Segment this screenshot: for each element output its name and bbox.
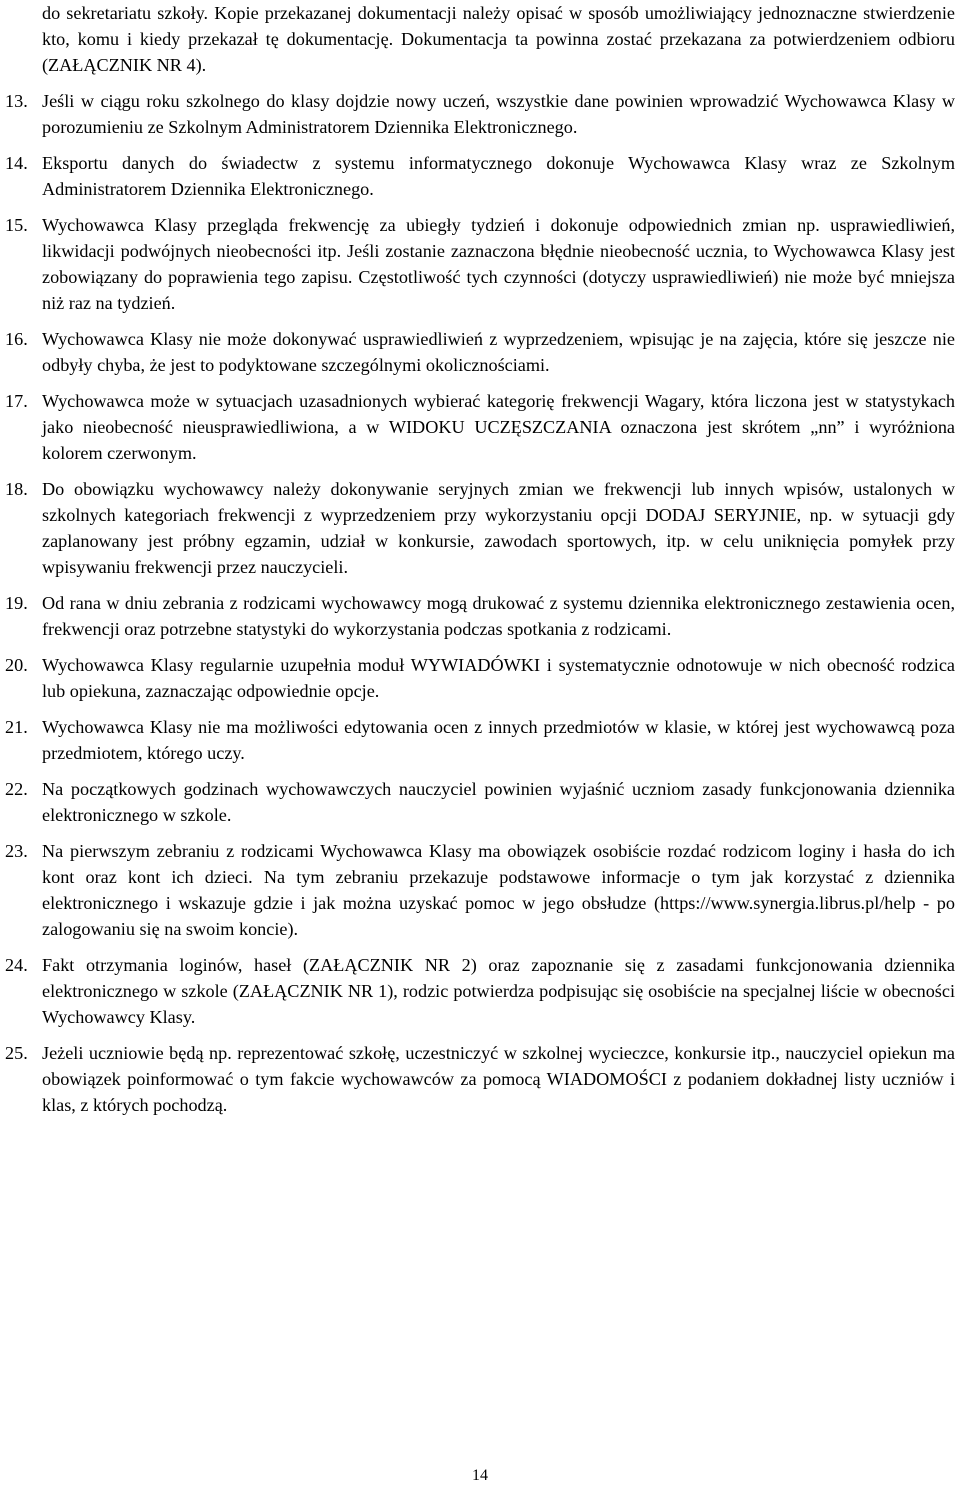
list-item-22 [5,776,955,828]
item-text: Eksportu danych do świadectw z systemu informatycznego dokonuje Wychowawca Klasy wraz ze Szkolnym Administratorem Dziennika Elektronicznego. [42,153,955,199]
list-item-20 [5,652,955,704]
item-number: 21. [5,717,28,737]
item-number: 16. [5,329,28,349]
item-number: 17. [5,391,28,411]
item-text: Od rana w dniu zebrania z rodzicami wychowawcy mogą drukować z systemu dziennika elektronicznego zestawienia ocen, frekwencji oraz potrzebne statystyki do wykorzystania podczas spotkania z rodzicami. [42,593,955,639]
item-text: Wychowawca Klasy nie może dokonywać usprawiedliwień z wyprzedzeniem, wpisując je na zajęcia, które się jeszcze nie odbyły chyba, że jest to podyktowane szczególnymi okolicznościami. [42,329,955,375]
list-item-21 [5,714,955,766]
item-number: 20. [5,655,28,675]
item-number: 23. [5,841,28,861]
item-text: Fakt otrzymania loginów, haseł (ZAŁĄCZNIK NR 2) oraz zapoznanie się z zasadami funkcjonowania dziennika elektronicznego w szkole (ZAŁĄCZNIK NR 1), rodzic potwierdza podpisując się osobiście na specjalnej liście w obecności Wychowawcy Klasy. [42,955,955,1027]
list-item-15 [5,212,955,316]
item-number: 14. [5,153,28,173]
item-text: Wychowawca Klasy regularnie uzupełnia moduł WYWIADÓWKI i systematycznie odnotowuje w nich obecność rodzica lub opiekuna, zaznaczając odpowiednie opcje. [42,655,955,701]
continuation-paragraph: do sekretariatu szkoły. Kopie przekazanej dokumentacji należy opisać w sposób umożliwiający jednoznaczne stwierdzenie kto, komu i kiedy przekazał tę dokumentację. Dokumentacja ta powinna zostać przekazana za potwierdzeniem odbioru (ZAŁĄCZNIK NR 4). [42,3,955,75]
item-text: Wychowawca Klasy nie ma możliwości edytowania ocen z innych przedmiotów w klasie, w której jest wychowawcą poza przedmiotem, którego uczy. [42,717,955,763]
list-item-14 [5,150,955,202]
item-number: 18. [5,479,28,499]
list-item-19 [5,590,955,642]
list-item-18 [5,476,955,580]
list-item-16 [5,326,955,378]
item-number: 15. [5,215,28,235]
item-text: Na pierwszym zebraniu z rodzicami Wychowawca Klasy ma obowiązek osobiście rozdać rodzicom loginy i hasła do ich kont oraz kont ich dzieci. Na tym zebraniu przekazuje podstawowe informacje o tym jak korzystać z dziennika elektronicznego i wskazuje gdzie i jak można uzyskać pomoc w jego obsłudze (https://www.synergia.librus.pl/help - po zalogowaniu się na swoim koncie). [42,841,955,939]
item-text: Do obowiązku wychowawcy należy dokonywanie seryjnych zmian we frekwencji lub innych wpisów, ustalonych w szkolnych kategoriach frekwencji z wyprzedzeniem przy wykorzystaniu opcji DODAJ SERYJNIE, np. w sytuacji gdy zaplanowany jest próbny egzamin, udział w konkursie, zawodach sportowych, itp. w celu uniknięcia pomyłek przy wpisywaniu frekwencji przez nauczycieli. [42,479,955,577]
item-number: 25. [5,1043,28,1063]
page-number: 14 [472,1467,488,1484]
item-text: Jeśli w ciągu roku szkolnego do klasy dojdzie nowy uczeń, wszystkie dane powinien wprowadzić Wychowawca Klasy w porozumieniu ze Szkolnym Administratorem Dziennika Elektronicznego. [42,91,955,137]
list-item-25 [5,1040,955,1118]
list-item-13 [5,88,955,140]
item-text: Wychowawca może w sytuacjach uzasadnionych wybierać kategorię frekwencji Wagary, która liczona jest w statystykach jako nieobecność nieusprawiedliwiona, a w WIDOKU UCZĘSZCZANIA oznaczona jest skrótem „nn” i wyróżniona kolorem czerwonym. [42,391,955,463]
item-text: Na początkowych godzinach wychowawczych nauczyciel powinien wyjaśnić uczniom zasady funkcjonowania dziennika elektronicznego w szkole. [42,779,955,825]
item-text: Jeżeli uczniowie będą np. reprezentować szkołę, uczestniczyć w szkolnej wycieczce, konkursie itp., nauczyciel opiekun ma obowiązek poinformować o tym fakcie wychowawców za pomocą WIADOMOŚCI z podaniem dokładnej listy uczniów i klas, z których pochodzą. [42,1043,955,1115]
item-number: 22. [5,779,28,799]
item-number: 13. [5,91,28,111]
list-item-23 [5,838,955,942]
document-body [5,0,955,1128]
list-item-24 [5,952,955,1030]
item-text: Wychowawca Klasy przegląda frekwencję za ubiegły tydzień i dokonuje odpowiednich zmian np. usprawiedliwień, likwidacji podwójnych nieobecności itp. Jeśli zostanie zaznaczona błędnie nieobecność ucznia, to Wychowawca Klasy jest zobowiązany do poprawienia tego zapisu. Częstotliwość tych czynności (dotyczy usprawiedliwień) nie może być mniejsza niż raz na tydzień. [42,215,955,313]
item-number: 19. [5,593,28,613]
list-item-17 [5,388,955,466]
item-number: 24. [5,955,28,975]
